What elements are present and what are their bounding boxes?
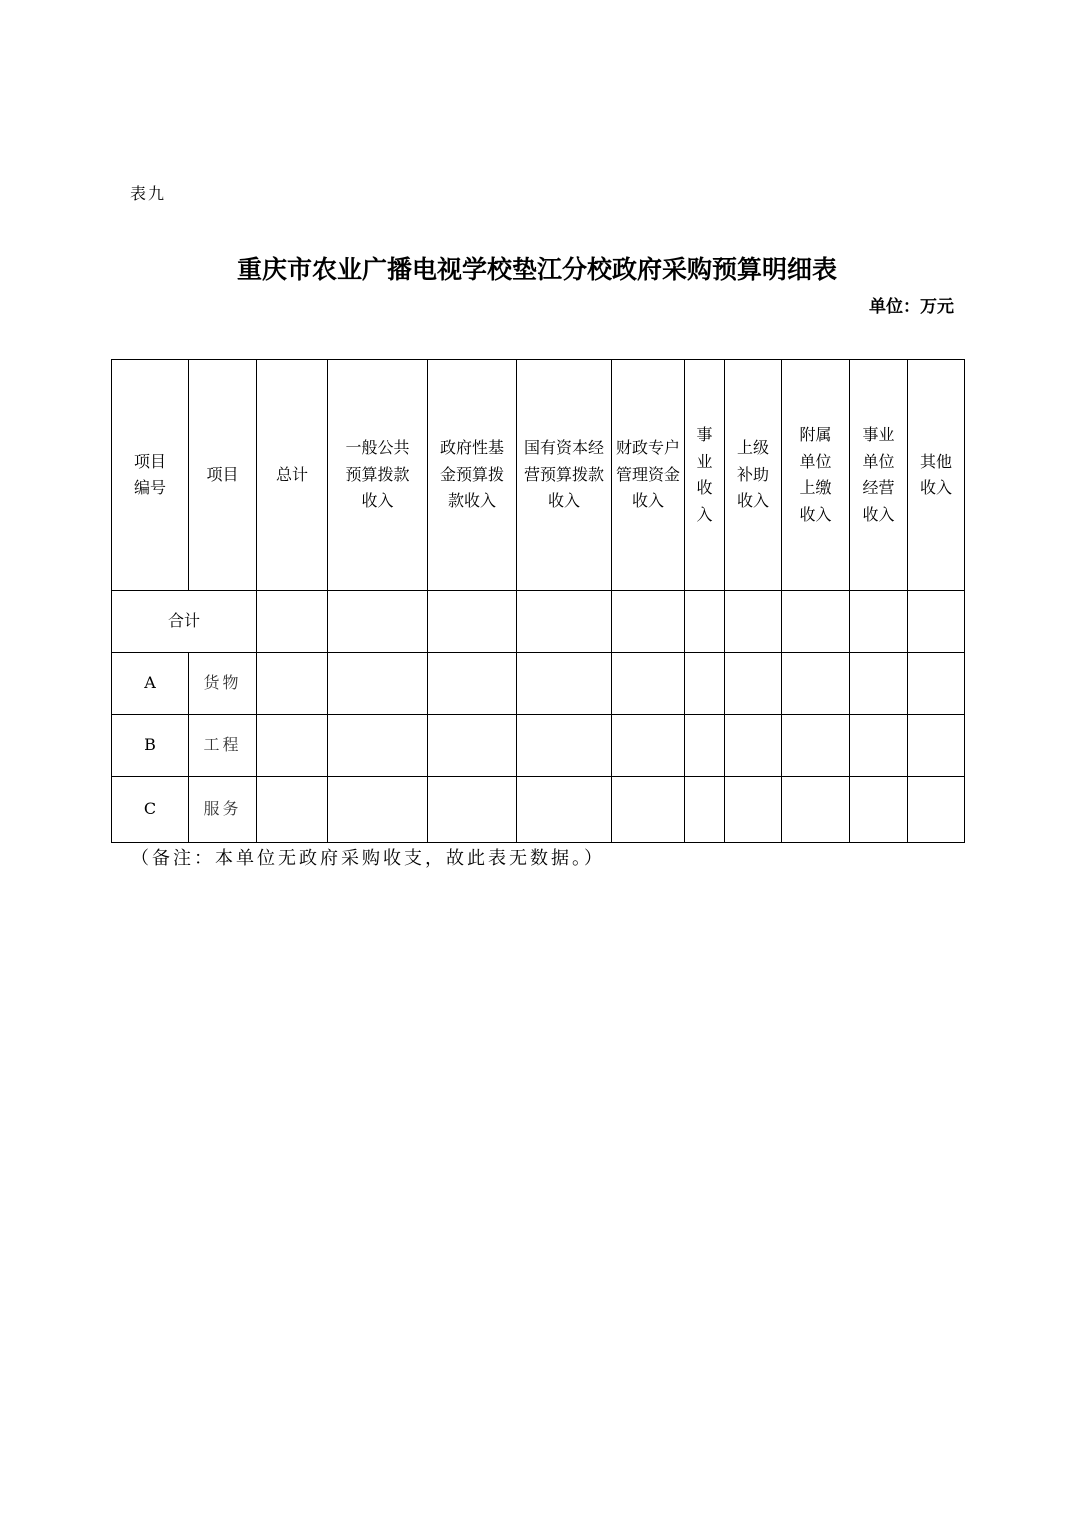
table-cell [725, 591, 782, 653]
table-row-total [112, 591, 965, 653]
table-cell [612, 715, 685, 777]
table-cell [257, 715, 328, 777]
row-type: 工程 [189, 715, 257, 777]
header-general-budget-income: 一般公共预算拨款收入 [328, 360, 428, 591]
table-cell [328, 777, 428, 843]
table-cell [725, 777, 782, 843]
table-cell [782, 715, 850, 777]
table-cell [782, 653, 850, 715]
total-label: 合计 [112, 591, 257, 653]
table-cell [908, 715, 965, 777]
table-cell [908, 653, 965, 715]
table-cell [517, 653, 612, 715]
header-project: 项目 [189, 360, 257, 591]
table-row [112, 715, 965, 777]
table-cell [517, 777, 612, 843]
table-cell [328, 653, 428, 715]
table-cell [685, 715, 725, 777]
header-business-income: 事业收入 [685, 360, 725, 591]
table-cell [428, 591, 517, 653]
row-code: A [112, 653, 189, 715]
table-cell [725, 715, 782, 777]
table-cell [850, 777, 908, 843]
header-fiscal-account-income: 财政专户管理资金收入 [612, 360, 685, 591]
table-label: 表九 [130, 184, 167, 203]
table-cell [850, 591, 908, 653]
row-code: B [112, 715, 189, 777]
table-cell [328, 715, 428, 777]
table-cell [685, 777, 725, 843]
header-state-capital-income: 国有资本经营预算拨款收入 [517, 360, 612, 591]
header-gov-fund-income: 政府性基金预算拨款收入 [428, 360, 517, 591]
table-cell [850, 715, 908, 777]
table-cell [517, 591, 612, 653]
table-row [112, 777, 965, 843]
table-cell [725, 653, 782, 715]
header-total: 总计 [257, 360, 328, 591]
header-other-income: 其他收入 [908, 360, 965, 591]
table-cell [782, 777, 850, 843]
header-affiliated-unit-income: 附属单位上缴收入 [782, 360, 850, 591]
table-header-row [112, 360, 965, 591]
row-type: 服务 [189, 777, 257, 843]
header-project-code: 项目编号 [112, 360, 189, 591]
table-cell [782, 591, 850, 653]
table-cell [685, 591, 725, 653]
table-cell [908, 777, 965, 843]
procurement-budget-table [111, 359, 965, 843]
table-cell [428, 653, 517, 715]
table-cell [685, 653, 725, 715]
header-superior-subsidy-income: 上级补助收入 [725, 360, 782, 591]
table-cell [612, 653, 685, 715]
table-cell [257, 777, 328, 843]
table-note: （备注：本单位无政府采购收支，故此表无数据。） [131, 848, 605, 869]
unit-label: 单位：万元 [869, 297, 954, 317]
table-cell [612, 777, 685, 843]
row-type: 货物 [189, 653, 257, 715]
table-cell [328, 591, 428, 653]
table-row [112, 653, 965, 715]
table-cell [428, 777, 517, 843]
table-cell [257, 591, 328, 653]
table-cell [517, 715, 612, 777]
row-code: C [112, 777, 189, 843]
page-title: 重庆市农业广播电视学校垫江分校政府采购预算明细表 [236, 255, 837, 284]
table-cell [908, 591, 965, 653]
table-cell [612, 591, 685, 653]
header-unit-operating-income: 事业单位经营收入 [850, 360, 908, 591]
table-cell [850, 653, 908, 715]
table-cell [428, 715, 517, 777]
table-cell [257, 653, 328, 715]
